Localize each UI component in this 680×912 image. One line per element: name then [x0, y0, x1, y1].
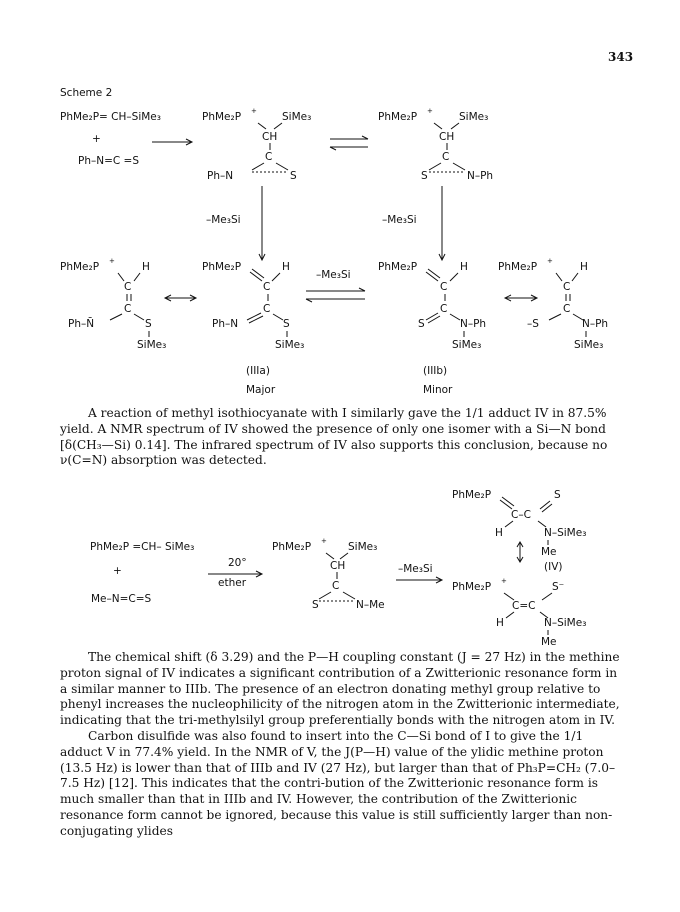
product-a2-c-top: C: [263, 281, 271, 293]
rxn2-intermediate-phme2p: PhMe₂P: [272, 541, 312, 553]
intermediate1-plus: +: [251, 107, 257, 115]
intermediate1-phme2p: PhMe₂P: [202, 111, 242, 123]
product-b1-n-ph: N–Ph: [460, 318, 487, 330]
rxn2-intermediate-c: C: [332, 580, 340, 592]
iv-top-cc: C–C: [511, 509, 531, 521]
intermediate2-s: S: [421, 170, 428, 182]
iv-top-h: H: [495, 527, 503, 539]
rxn2-reactant-ylide: PhMe₂P =CH– SiMe₃: [90, 541, 195, 553]
intermediate2-plus: +: [427, 107, 433, 115]
product-b1-c-bottom: C: [440, 303, 448, 315]
reactant-plus: +: [92, 133, 101, 145]
intermediate1-sime3: SiMe₃: [282, 111, 312, 123]
product-b2-plus: +: [547, 257, 553, 265]
label-iiib-minor: Minor: [423, 384, 453, 396]
paragraph-2: [60, 650, 628, 840]
rxn2-arrow2-label: –Me₃Si: [398, 563, 433, 575]
product-a1-c-bottom: C: [124, 303, 132, 315]
product-b2-phme2p: PhMe₂P: [498, 261, 538, 273]
scheme-label: Scheme 2: [60, 87, 113, 99]
iv-top-me: Me: [541, 546, 557, 558]
intermediate1-ph-n: Ph–N: [207, 170, 234, 182]
product-a1-ph-n: Ph–N̄: [68, 318, 95, 330]
iv-top-s: S: [554, 489, 561, 501]
label-iiia-major: Major: [246, 384, 276, 396]
product-a1-s: S: [145, 318, 152, 330]
product-a1-plus: +: [109, 257, 115, 265]
paragraph-2-text-1: The chemical shift (δ 3.29) and the P—H coupling constant (J = 27 Hz) in the methine proton signal of IV indicates a significant contribution of a Zwitterionic resonance form in a similar manner to IIIb. The presence of an electron donating methyl group relative to phenyl increases the nucleophilicity of the nitrogen atom in the Zwitterionic intermediate, indicating that the tri-methylsilyl group preferentially bonds with the nitrogen atom in IV.: [60, 650, 620, 728]
iv-top-n-sime3: N–SiMe₃: [544, 527, 587, 539]
intermediate1-c: C: [265, 151, 273, 163]
product-b2-c-bottom: C: [563, 303, 571, 315]
rxn2-intermediate-ch: CH: [330, 560, 346, 572]
intermediate1-s: S: [290, 170, 297, 182]
product-a2-c-bottom: C: [263, 303, 271, 315]
product-b1-sime3: SiMe₃: [452, 339, 482, 351]
paragraph-1-text: A reaction of methyl isothiocyanate with I similarly gave the 1/1 adduct IV in 87.5% yield. A NMR spectrum of IV showed the presence of only one isomer with a Si—N bond [δ(CH₃—Si) 0.14]. The infrared spectrum of IV also supports this conclusion, because no ν(C=N) absorption was detected.: [60, 406, 608, 468]
product-a2-s: S: [283, 318, 290, 330]
intermediate2-sime3: SiMe₃: [459, 111, 489, 123]
product-b1-s: S: [418, 318, 425, 330]
intermediate2-ch: CH: [439, 131, 455, 143]
rxn2-intermediate-s: S: [312, 599, 319, 611]
product-b2-n-ph: N–Ph: [582, 318, 609, 330]
iv-bottom-me: Me: [541, 636, 557, 648]
intermediate1-ch: CH: [262, 131, 278, 143]
product-a1-sime3: SiMe₃: [137, 339, 167, 351]
product-b1-h: H: [460, 261, 468, 273]
label-iiib: (IIIb): [423, 365, 448, 377]
product-b2-sime3: SiMe₃: [574, 339, 604, 351]
product-b1-c-top: C: [440, 281, 448, 293]
label-iiia: (IIIa): [246, 365, 270, 377]
product-b2-c-top: C: [563, 281, 571, 293]
rxn2-intermediate-plus: +: [321, 537, 327, 545]
iv-bottom-n-sime3: N–SiMe₃: [544, 617, 587, 629]
down-arrow-right-label: –Me₃Si: [382, 214, 417, 226]
reactant-isothiocyanate: Ph–N=C =S: [78, 155, 140, 167]
iv-bottom-h: H: [496, 617, 504, 629]
rxn2-intermediate-sime3: SiMe₃: [348, 541, 378, 553]
intermediate2-n-ph: N–Ph: [467, 170, 494, 182]
scheme-2-bottom: [0, 478, 680, 658]
product-a2-h: H: [282, 261, 290, 273]
reactant-ylide: PhMe₂P= CH–SiMe₃: [60, 111, 161, 123]
intermediate2-c: C: [442, 151, 450, 163]
paragraph-2-text-2: Carbon disulfide was also found to insert into the C—Si bond of I to give the 1/1 adduct V in 77.4% yield. In the NMR of V, the J(P—H) value of the ylidic methine proton (13.5 Hz) is lower than that of IIIb and IV (27 Hz), but larger than that of Ph₃P=CH₂ (7.0–7.5 Hz) [12]. This indicates that the contri-bution of the Zwitterionic resonance form is much smaller than that in IIIb and IV. However, the contribution of the Zwitterionic resonance form cannot be ignored, because this value is still sufficiently larger than non-conjugating ylides: [60, 728, 616, 838]
scheme-2-top: [0, 100, 680, 400]
iv-bottom-s-minus: S⁻: [552, 581, 565, 593]
product-a2-sime3: SiMe₃: [275, 339, 305, 351]
iv-bottom-phme2p: PhMe₂P: [452, 581, 492, 593]
rxn2-condition-temp: 20°: [228, 557, 247, 569]
page-number: 343: [608, 50, 634, 64]
rxn2-reactant-plus: +: [113, 565, 122, 577]
down-arrow-left-label: –Me₃Si: [206, 214, 241, 226]
product-a1-phme2p: PhMe₂P: [60, 261, 100, 273]
paragraph-1: [60, 406, 628, 469]
rxn2-intermediate-n-me: N–Me: [356, 599, 385, 611]
intermediate2-phme2p: PhMe₂P: [378, 111, 418, 123]
iv-bottom-ceqc: C=C: [512, 600, 536, 612]
product-b1-phme2p: PhMe₂P: [378, 261, 418, 273]
middle-equilibrium-label: –Me₃Si: [316, 269, 351, 281]
product-a2-ph-n: Ph–N: [212, 318, 239, 330]
product-b2-h: H: [580, 261, 588, 273]
rxn2-condition-solvent: ether: [218, 577, 247, 589]
product-b2-s: –S: [527, 318, 539, 330]
iv-bottom-plus: +: [501, 577, 507, 585]
iv-top-phme2p: PhMe₂P: [452, 489, 492, 501]
product-a1-c-top: C: [124, 281, 132, 293]
product-a1-h: H: [142, 261, 150, 273]
label-iv: (IV): [544, 561, 563, 573]
rxn2-reactant-isothiocyanate: Me–N=C=S: [91, 593, 152, 605]
product-a2-phme2p: PhMe₂P: [202, 261, 242, 273]
